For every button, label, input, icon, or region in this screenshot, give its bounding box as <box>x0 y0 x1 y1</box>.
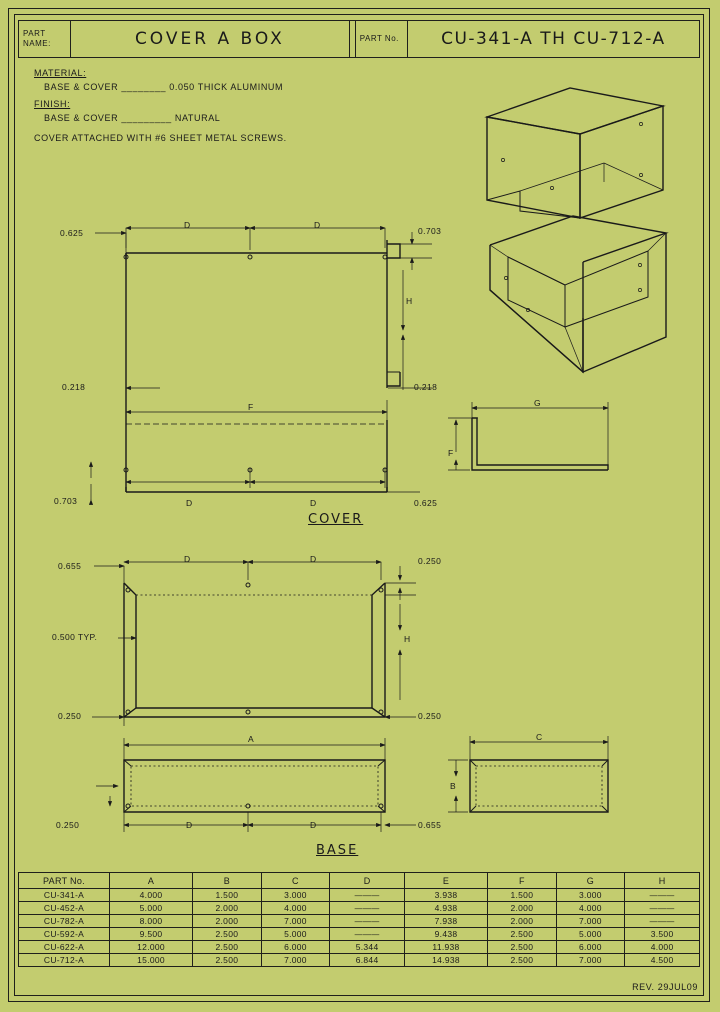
cell-f: 2.500 <box>488 941 557 954</box>
col-g: G <box>556 873 625 889</box>
cell-b: 2.500 <box>193 928 262 941</box>
cell-g: 7.000 <box>556 954 625 967</box>
cell-e: 9.438 <box>404 928 487 941</box>
material-line: BASE & COVER ________ 0.050 THICK ALUMINUM <box>44 82 284 92</box>
col-c: C <box>261 873 330 889</box>
cover-dim-d2: D <box>314 220 321 230</box>
cell-d: ——— <box>330 915 405 928</box>
base-dim-right-bot: 0.655 <box>418 820 442 830</box>
col-partno: PART No. <box>19 873 110 889</box>
cell-f: 2.000 <box>488 902 557 915</box>
cell-c: 6.000 <box>261 941 330 954</box>
cover-dim-g: G <box>534 398 542 408</box>
cell-g: 7.000 <box>556 915 625 928</box>
cell-h: 4.500 <box>625 954 700 967</box>
col-d: D <box>330 873 405 889</box>
cover-dim-right-top: 0.703 <box>418 226 442 236</box>
cell-e: 4.938 <box>404 902 487 915</box>
cell-g: 6.000 <box>556 941 625 954</box>
cell-d: ——— <box>330 889 405 902</box>
cell-g: 3.000 <box>556 889 625 902</box>
cell-partno: CU-622-A <box>19 941 110 954</box>
base-dim-d2: D <box>310 554 317 564</box>
cover-dim-h: H <box>406 296 413 306</box>
cell-partno: CU-452-A <box>19 902 110 915</box>
part-no-value: CU-341-A TH CU-712-A <box>441 29 666 49</box>
cell-a: 5.000 <box>110 902 193 915</box>
base-dim-d4: D <box>310 820 317 830</box>
cell-c: 5.000 <box>261 928 330 941</box>
cell-c: 7.000 <box>261 915 330 928</box>
cell-h: ——— <box>625 902 700 915</box>
col-f: F <box>488 873 557 889</box>
finish-line: BASE & COVER _________ NATURAL <box>44 113 221 123</box>
cell-e: 14.938 <box>404 954 487 967</box>
part-no-label: PART No. <box>356 21 408 57</box>
cell-a: 4.000 <box>110 889 193 902</box>
cell-h: 3.500 <box>625 928 700 941</box>
cover-dim-side-f: F <box>448 448 454 458</box>
cover-dim-left-bot: 0.703 <box>54 496 78 506</box>
cell-f: 2.500 <box>488 928 557 941</box>
cover-dim-d3: D <box>186 498 193 508</box>
cell-h: 4.000 <box>625 941 700 954</box>
cover-dim-d4: D <box>310 498 317 508</box>
finish-heading: FINISH: <box>34 99 71 109</box>
base-dim-typ: 0.500 TYP. <box>52 632 98 642</box>
base-dim-d1: D <box>184 554 191 564</box>
cell-h: ——— <box>625 915 700 928</box>
cell-d: ——— <box>330 902 405 915</box>
base-dim-d3: D <box>186 820 193 830</box>
base-dim-left-mid: 0.250 <box>58 711 82 721</box>
cell-b: 2.000 <box>193 915 262 928</box>
cell-a: 8.000 <box>110 915 193 928</box>
cell-a: 12.000 <box>110 941 193 954</box>
cell-c: 7.000 <box>261 954 330 967</box>
parts-table <box>18 872 700 967</box>
cell-d: 6.844 <box>330 954 405 967</box>
cell-b: 2.500 <box>193 941 262 954</box>
cover-dim-left-mid: 0.218 <box>62 382 86 392</box>
cover-dim-left-top: 0.625 <box>60 228 84 238</box>
cell-partno: CU-712-A <box>19 954 110 967</box>
part-name-text: COVER A BOX <box>134 29 285 49</box>
table-row <box>19 954 700 967</box>
material-heading: MATERIAL: <box>34 68 87 78</box>
table-row <box>19 902 700 915</box>
cell-b: 2.500 <box>193 954 262 967</box>
base-view-title: BASE <box>316 843 359 858</box>
base-dim-c: C <box>536 732 543 742</box>
cell-f: 2.000 <box>488 915 557 928</box>
table-row <box>19 928 700 941</box>
cell-g: 5.000 <box>556 928 625 941</box>
cell-partno: CU-592-A <box>19 928 110 941</box>
cover-view-title: COVER <box>308 512 364 527</box>
base-dim-left-top: 0.655 <box>58 561 82 571</box>
cell-e: 11.938 <box>404 941 487 954</box>
cell-partno: CU-782-A <box>19 915 110 928</box>
cell-b: 2.000 <box>193 902 262 915</box>
col-b: B <box>193 873 262 889</box>
cell-c: 4.000 <box>261 902 330 915</box>
cell-d: 5.344 <box>330 941 405 954</box>
cell-e: 3.938 <box>404 889 487 902</box>
cell-c: 3.000 <box>261 889 330 902</box>
table-row <box>19 915 700 928</box>
cell-f: 1.500 <box>488 889 557 902</box>
base-dim-a: A <box>248 734 255 744</box>
cell-h: ——— <box>625 889 700 902</box>
cell-partno: CU-341-A <box>19 889 110 902</box>
part-name-label: PART NAME: <box>19 21 71 57</box>
cell-a: 9.500 <box>110 928 193 941</box>
col-h: H <box>625 873 700 889</box>
cell-a: 15.000 <box>110 954 193 967</box>
table-header-row <box>19 873 700 889</box>
table-row <box>19 889 700 902</box>
cell-g: 4.000 <box>556 902 625 915</box>
cover-dim-f: F <box>248 402 254 412</box>
cell-d: ——— <box>330 928 405 941</box>
base-dim-right-top: 0.250 <box>418 556 442 566</box>
screw-note: COVER ATTACHED WITH #6 SHEET METAL SCREWS. <box>34 133 287 143</box>
cell-b: 1.500 <box>193 889 262 902</box>
cover-dim-right-bot: 0.625 <box>414 498 438 508</box>
base-dim-right-mid: 0.250 <box>418 711 442 721</box>
cover-dim-d1: D <box>184 220 191 230</box>
revision-note: REV. 29JUL09 <box>632 982 698 992</box>
base-dim-left-bot: 0.250 <box>56 820 80 830</box>
cover-dim-right-mid: 0.218 <box>414 382 438 392</box>
base-dim-h: H <box>404 634 411 644</box>
cell-e: 7.938 <box>404 915 487 928</box>
cell-f: 2.500 <box>488 954 557 967</box>
col-e: E <box>404 873 487 889</box>
table-row <box>19 941 700 954</box>
col-a: A <box>110 873 193 889</box>
base-dim-b: B <box>450 781 457 791</box>
